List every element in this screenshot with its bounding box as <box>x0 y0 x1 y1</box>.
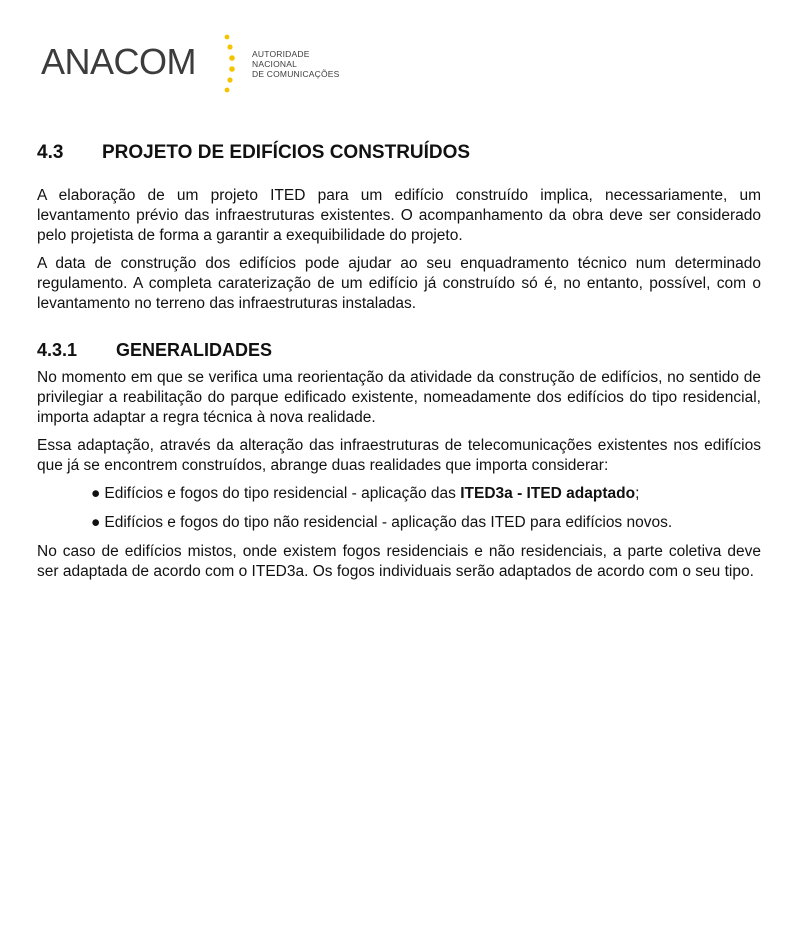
section-title: PROJETO DE EDIFÍCIOS CONSTRUÍDOS <box>102 142 471 163</box>
paragraph: A data de construção dos edifícios pode ajudar ao seu enquadramento técnico num determinado regulamento. A completa caraterização de um edifício já construído só é, no entanto, possível, com o levantamento no terreno das infraestruturas instaladas. <box>37 255 761 312</box>
section-heading <box>37 140 761 166</box>
section-number: 4.3 <box>37 142 64 163</box>
logo-subtitle-line: AUTORIDADE <box>252 49 310 59</box>
logo-subtitle-line: NACIONAL <box>252 59 298 69</box>
logo-subtitle-line: DE COMUNICAÇÕES <box>252 69 340 79</box>
paragraph: No caso de edifícios mistos, onde existem fogos residenciais e não residenciais, a parte coletiva deve ser adaptada de acordo com o ITED3a. Os fogos individuais serão adaptados de acordo com o seu tipo. <box>37 543 761 580</box>
list-item <box>91 513 761 533</box>
list-item-suffix: ; <box>635 485 640 502</box>
paragraph: Essa adaptação, através da alteração das infraestruturas de telecomunicações existentes nos edifícios que já se encontrem construídos, abrange duas realidades que importa considerar: <box>37 437 761 474</box>
header-logo <box>41 34 361 94</box>
list-item-text: Edifícios e fogos do tipo residencial - aplicação das <box>104 485 461 502</box>
document-body <box>37 140 761 590</box>
bullet-list <box>37 484 761 533</box>
logo-wordmark: ANACOM <box>41 41 197 82</box>
subsection-number: 4.3.1 <box>37 340 78 360</box>
subsection-title: GENERALIDADES <box>116 340 273 360</box>
list-item-text: Edifícios e fogos do tipo não residencial - aplicação das ITED para edifícios novos. <box>104 514 673 531</box>
bullet-icon: ● <box>91 485 101 502</box>
logo-subtitle <box>252 49 340 79</box>
paragraph: A elaboração de um projeto ITED para um edifício construído implica, necessariamente, um levantamento prévio das infraestruturas existentes. O acompanhamento da obra deve ser considerado pelo projetista de forma a garantir a exequibilidade do projeto. <box>37 187 761 244</box>
logo-dots-icon <box>221 34 239 94</box>
bullet-icon: ● <box>91 514 101 531</box>
list-item <box>91 484 761 504</box>
subsection-heading <box>37 338 761 362</box>
list-item-bold: ITED3a - ITED adaptado <box>460 485 636 502</box>
paragraph: No momento em que se verifica uma reorientação da atividade da construção de edifícios, no sentido de privilegiar a reabilitação do parque edificado existente, nomeadamente dos edifícios do tipo residencial, importa adaptar a regra técnica à nova realidade. <box>37 369 761 426</box>
